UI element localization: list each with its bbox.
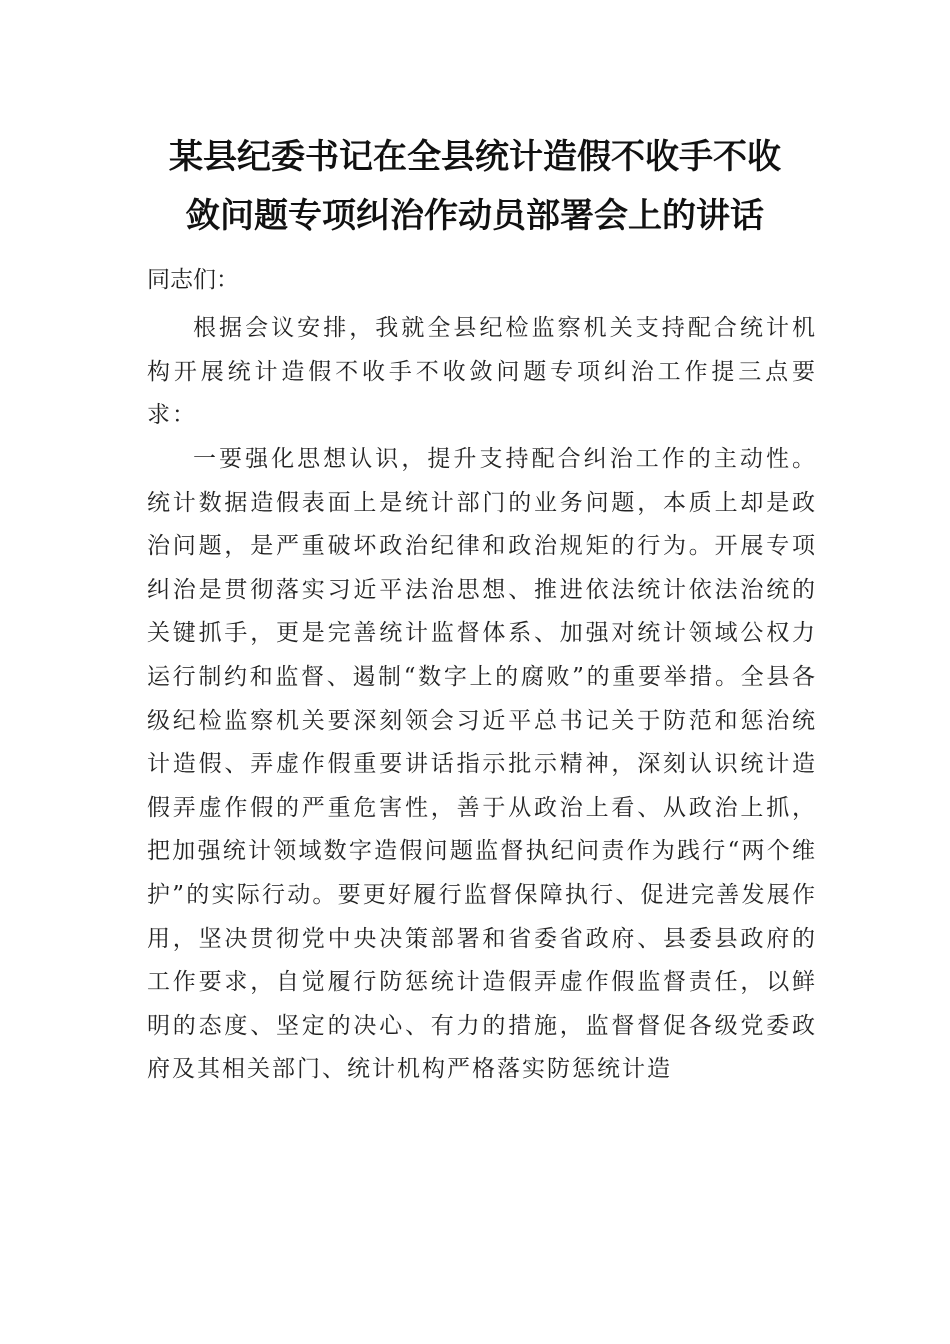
document-title-line-1: 某县纪委书记在全县统计造假不收手不收	[169, 137, 781, 177]
paragraph-point-one: 一要强化思想认识，提升支持配合纠治工作的主动性。统计数据造假表面上是统计部门的业务问题，本质上却是政治问题，是严重破坏政治纪律和政治规矩的行为。开展专项纠治是贯彻落实习近平法治思想、推进依法统计依法治统的关键抓手，更是完善统计监督体系、加强对统计领域公权力运行制约和监督、遏制“数字上的腐败”的重要举措。全县各级纪检监察机关要深刻领会习近平总书记关于防范和惩治统计造假、弄虚作假重要讲话指示批示精神，深刻认识统计造假弄虚作假的严重危害性，善于从政治上看、从政治上抓，把加强统计领域数字造假问题监督执纪问责作为践行“两个维护”的实际行动。要更好履行监督保障执行、促进完善发展作用，坚决贯彻党中央决策部署和省委省政府、县委县政府的工作要求，自觉履行防惩统计造假弄虚作假监督责任，以鲜明的态度、坚定的决心、有力的措施，监督督促各级党委政府及其相关部门、统计机构严格落实防惩统计造	[147, 446, 817, 1083]
salutation: 同志们：	[147, 267, 239, 293]
paragraph-intro: 根据会议安排，我就全县纪检监察机关支持配合统计机构开展统计造假不收手不收敛问题专项纠治工作提三点要求：	[147, 315, 817, 429]
document-title-line-2: 敛问题专项纠治作动员部署会上的讲话	[186, 196, 764, 236]
